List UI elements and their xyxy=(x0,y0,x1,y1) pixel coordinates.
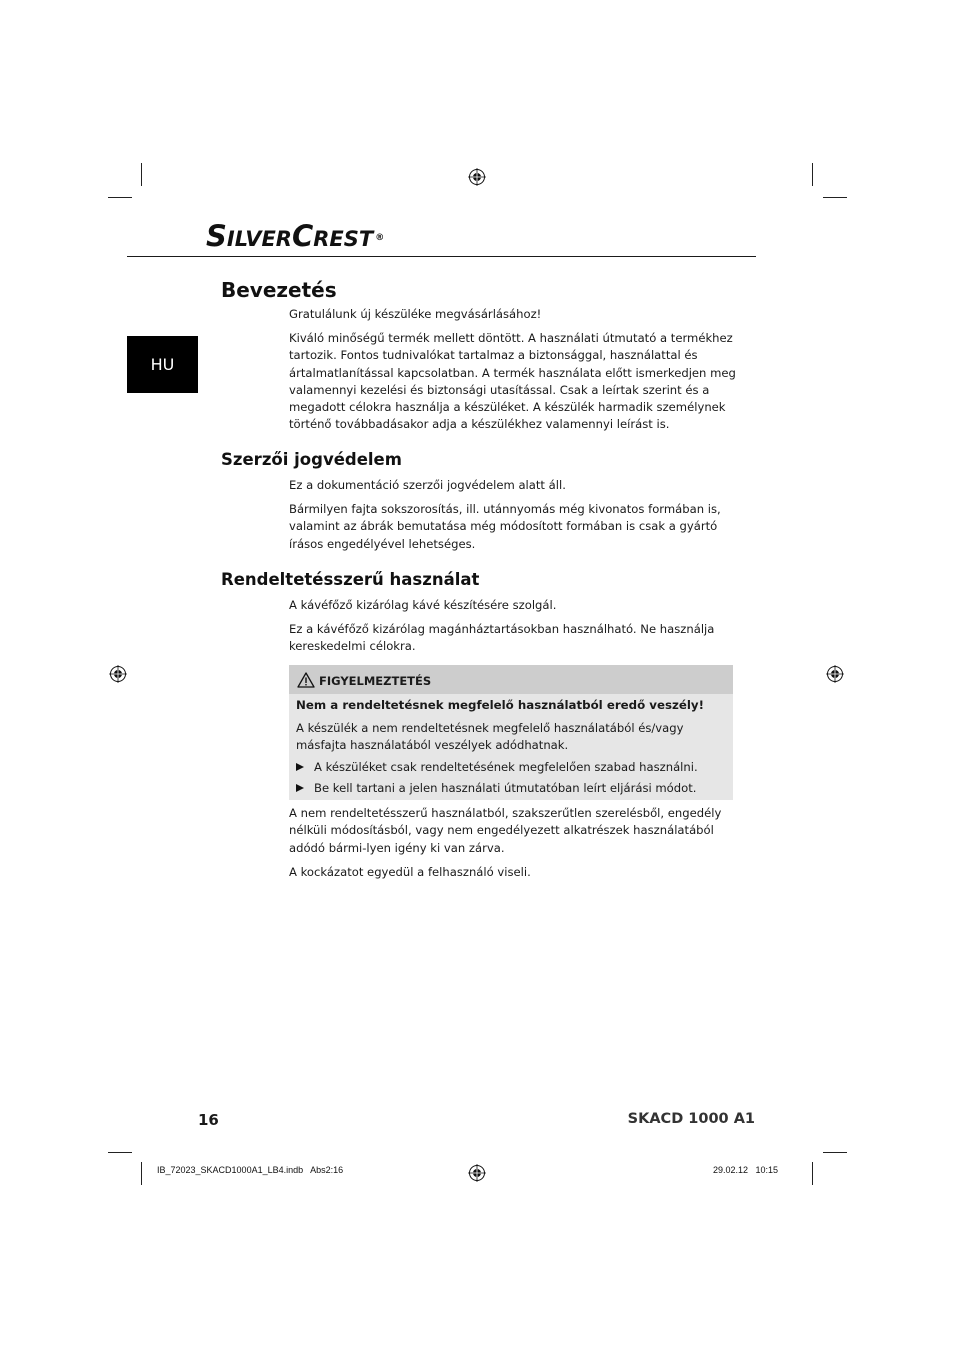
intended-use-paragraph-2: Ez a kávéfőző kizárólag magánháztartásokban használható. Ne használja kereskedelmi célokra. xyxy=(289,622,715,654)
crop-mark xyxy=(812,163,813,186)
page-number: 16 xyxy=(198,1111,219,1129)
warning-subtitle: Nem a rendeltetésnek megfelelő használatból eredő veszély! xyxy=(296,698,704,712)
arrow-right-icon xyxy=(296,763,304,771)
section-title-intro: Bevezetés xyxy=(221,278,337,302)
warning-bullet: Be kell tartani a jelen használati útmutatóban leírt eljárási módot. xyxy=(296,781,696,795)
registration-mark-icon xyxy=(109,665,127,683)
warning-header xyxy=(289,665,733,694)
warning-box xyxy=(289,665,733,800)
model-name: SKACD 1000 A1 xyxy=(627,1111,755,1127)
print-slug-right: 29.02.12 10:15 xyxy=(712,1165,778,1175)
crop-mark xyxy=(823,197,847,198)
header-rule xyxy=(127,256,756,257)
registration-mark-icon xyxy=(468,168,486,186)
crop-mark xyxy=(108,1152,132,1153)
crop-mark xyxy=(141,1162,142,1185)
registration-mark-icon xyxy=(826,665,844,683)
language-tab: HU xyxy=(127,336,198,393)
intended-use-paragraph-3: A nem rendeltetésszerű használatból, szakszerűtlen szerelésből, engedély nélküli módosításból, vagy nem engedélyezett alkatrészek használatából adódó bármi-lyen igény ki van zárva. xyxy=(289,806,722,855)
arrow-right-icon xyxy=(296,784,304,792)
intended-use-paragraph-4: A kockázatot egyedül a felhasználó viseli. xyxy=(289,865,531,879)
crop-mark xyxy=(108,197,132,198)
copyright-paragraph-2: Bármilyen fajta sokszorosítás, ill. utánnyomás még kivonatos formában is, valamint az ábrák bemutatása még módosított formában is csak a gyártó írásos engedélyével lehetséges. xyxy=(289,502,721,551)
warning-triangle-icon xyxy=(297,672,315,688)
brand-logo: SILVERCREST ® xyxy=(206,219,385,253)
print-slug-left: IB_72023_SKACD1000A1_LB4.indb Abs2:16 xyxy=(157,1165,344,1175)
crop-mark xyxy=(823,1152,847,1153)
intro-paragraph-2: Kiváló minőségű termék mellett döntött. A használati útmutató a termékhez tartozik. Fontos tudnivalókat tartalmaz a biztonsággal, használattal és ártalmatlanítással kapcsolatban. A termék használata előtt ismerkedjen meg valamennyi kezelési és biztonsági utasítással. Csak a leírtak szerint és a megadott célokra használja a készüléket. A készülék harmadik személynek történő továbbadásakor adja a készülékhez valamennyi leírást is. xyxy=(289,331,736,432)
intended-use-paragraph-1: A kávéfőző kizárólag kávé készítésére szolgál. xyxy=(289,598,557,612)
section-title-copyright: Szerzői jogvédelem xyxy=(221,450,402,469)
registration-mark-icon xyxy=(468,1164,486,1182)
warning-text: A készülék a nem rendeltetésnek megfelelő használatából és/vagy másfajta használatából veszélyek adódhatnak. xyxy=(296,721,684,752)
intro-paragraph-1: Gratulálunk új készüléke megvásárlásához! xyxy=(289,307,542,321)
crop-mark xyxy=(141,163,142,186)
copyright-paragraph-1: Ez a dokumentáció szerzői jogvédelem alatt áll. xyxy=(289,478,566,492)
crop-mark xyxy=(812,1162,813,1185)
warning-bullet: A készüléket csak rendeltetésének megfelelően szabad használni. xyxy=(296,760,698,774)
section-title-intended-use: Rendeltetésszerű használat xyxy=(221,570,480,589)
warning-title: FIGYELMEZTETÉS xyxy=(319,674,432,688)
